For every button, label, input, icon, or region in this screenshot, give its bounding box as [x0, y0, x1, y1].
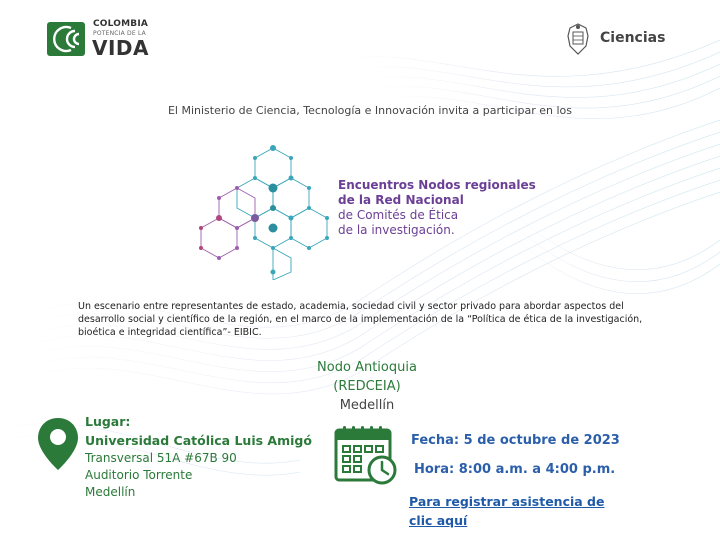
event-title	[338, 178, 568, 238]
ministry-logo	[562, 22, 682, 58]
event-title-line1: Encuentros Nodos regionales	[338, 178, 536, 192]
node-city: Medellín	[339, 398, 395, 413]
register-link[interactable]	[409, 492, 639, 530]
event-date: Fecha: 5 de octubre de 2023	[411, 433, 620, 448]
event-title-line4: de la investigación.	[338, 223, 455, 237]
location-address: Transversal 51A #67B 90	[85, 451, 237, 465]
ministry-name: Ciencias	[600, 30, 666, 46]
location-pin-icon	[36, 416, 80, 472]
colombia-potencia-logo-icon	[47, 22, 85, 56]
gov-logo-line1: COLOMBIA	[93, 19, 149, 29]
invite-text: El Ministerio de Ciencia, Tecnología e Innovación invita a participar en los	[167, 104, 572, 117]
node-acronym: (REDCEIA)	[333, 379, 401, 394]
location-room: Auditorio Torrente	[85, 468, 193, 482]
location-venue: Universidad Católica Luis Amigó	[85, 433, 312, 448]
colombia-potencia-logo	[47, 18, 157, 60]
event-title-line2: de la Red Nacional	[338, 193, 464, 207]
location-block	[85, 412, 312, 501]
event-description: Un escenario entre representantes de estado, academia, sociedad civil y sector privado para abordar aspectos del desarrollo social y científico de la región, en el marco de la implementación de la “Política de ética de la investigación, bioética e integridad científica”- EIBIC.	[78, 301, 643, 338]
calendar-clock-icon	[333, 424, 399, 486]
event-time: Hora: 8:00 a.m. a 4:00 p.m.	[414, 462, 616, 477]
node-name: Nodo Antioquia	[317, 360, 417, 375]
location-label: Lugar:	[85, 414, 131, 429]
network-graphic	[195, 140, 345, 280]
gov-logo-line3: VIDA	[92, 36, 149, 60]
register-link-line2[interactable]: clic aquí	[409, 513, 468, 528]
node-info	[290, 358, 444, 415]
colombia-seal-icon	[562, 22, 594, 56]
register-link-line1[interactable]: Para registrar asistencia de	[409, 494, 605, 509]
gov-logo-line2: POTENCIA DE LA	[93, 30, 146, 37]
event-title-line3: de Comités de Ética	[338, 208, 459, 222]
location-city: Medellín	[85, 485, 136, 499]
